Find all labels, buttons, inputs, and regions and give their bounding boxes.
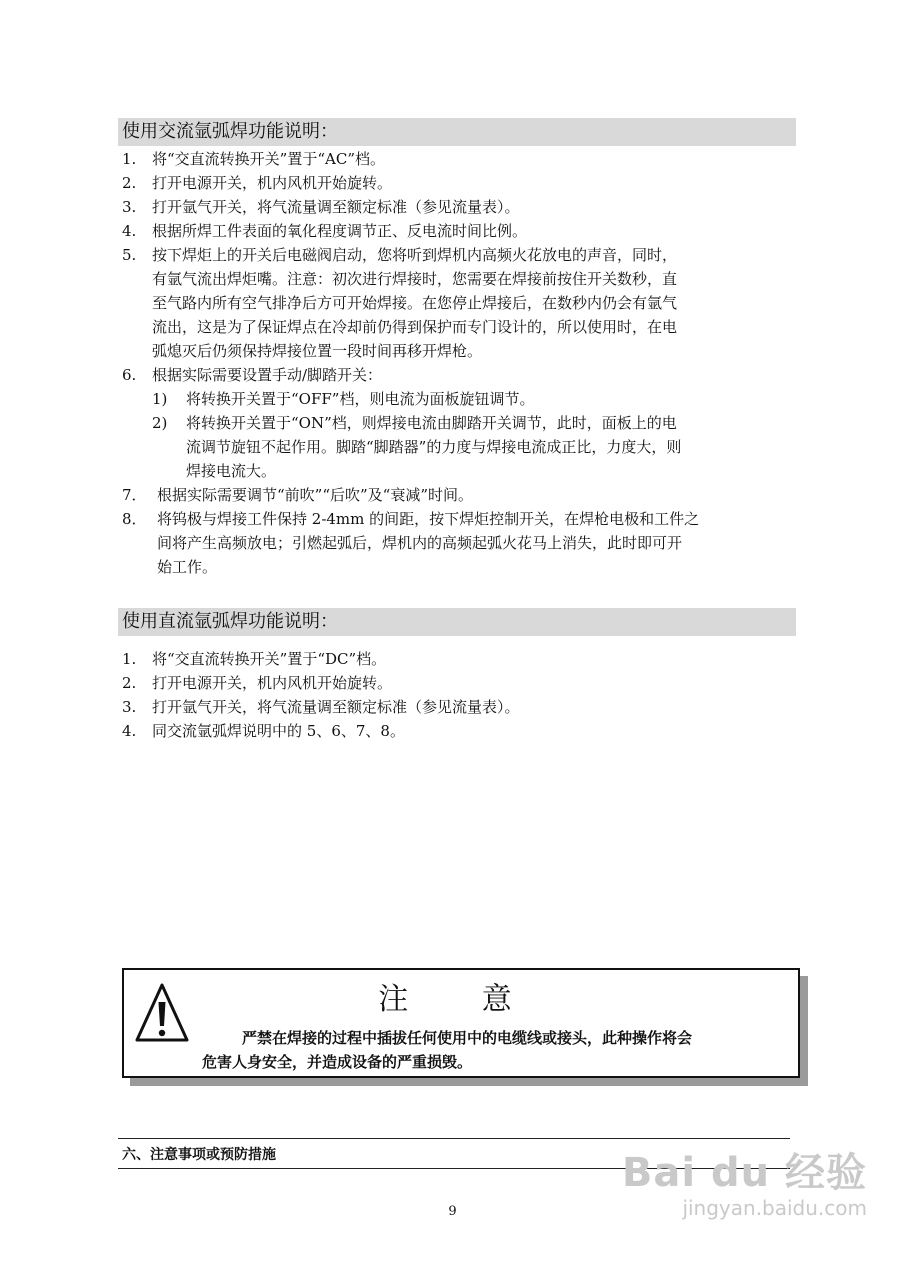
item-text: 打开电源开关，机内风机开始旋转。 <box>152 174 393 192</box>
item-number: 1. <box>122 150 137 168</box>
item-text: 根据实际需要调节“前吹”“后吹”及“衰减”时间。 <box>157 486 474 504</box>
item-text: 打开氩气开关，将气流量调至额定标准（参见流量表）。 <box>152 698 520 716</box>
chapter-title: 六、注意事项或预防措施 <box>122 1147 276 1163</box>
item-number: 1. <box>122 650 137 668</box>
item-text: 间将产生高频放电；引燃起弧后，焊机内的高频起弧火花马上消失，此时即可开 <box>157 534 683 552</box>
subitem-text: 焊接电流大。 <box>186 462 277 480</box>
item-text: 将“交直流转换开关”置于“AC”档。 <box>152 150 385 168</box>
item-number: 3. <box>122 198 137 216</box>
item-number: 8． <box>122 510 147 528</box>
baidu-jingyan-watermark <box>622 1150 867 1220</box>
ac-section-title: 使用交流氩弧焊功能说明： <box>118 118 796 146</box>
item-text: 有氩气流出焊炬嘴。注意：初次进行焊接时，您需要在焊接前按住开关数秒，直 <box>152 270 678 288</box>
item-number: 6. <box>122 366 137 384</box>
item-text: 将钨极与焊接工件保持 2-4mm 的间距，按下焊炬控制开关，在焊枪电极和工件之 <box>157 510 700 528</box>
item-number: 4. <box>122 722 137 740</box>
subitem-text: 将转换开关置于“OFF”档，则电流为面板旋钮调节。 <box>186 390 535 408</box>
warning-box <box>122 968 800 1078</box>
subitem-number: 1) <box>152 390 168 408</box>
item-text: 始工作。 <box>157 558 218 576</box>
warning-text-line-2: 危害人身安全，并造成设备的严重损毁。 <box>202 1053 473 1071</box>
item-text: 按下焊炬上的开关后电磁阀启动，您将听到焊机内高频火花放电的声音，同时， <box>152 246 678 264</box>
dc-section-title: 使用直流氩弧焊功能说明： <box>118 608 796 636</box>
page-number: 9 <box>448 1204 457 1219</box>
item-text: 根据所焊工件表面的氧化程度调节正、反电流时间比例。 <box>152 222 528 240</box>
item-number: 4. <box>122 222 137 240</box>
item-number: 2. <box>122 174 137 192</box>
item-text: 根据实际需要设置手动/脚踏开关： <box>152 366 383 384</box>
watermark-url: jingyan.baidu.com <box>682 1196 867 1220</box>
item-number: 7． <box>122 486 147 504</box>
subitem-text: 将转换开关置于“ON”档，则焊接电流由脚踏开关调节，此时，面板上的电 <box>186 414 677 432</box>
item-text: 流出，这是为了保证焊点在冷却前仍得到保护而专门设计的，所以使用时，在电 <box>152 318 678 336</box>
item-text: 打开氩气开关，将气流量调至额定标准（参见流量表）。 <box>152 198 520 216</box>
watermark-logo: Bai du 经验 <box>621 1150 867 1196</box>
item-number: 3. <box>122 698 137 716</box>
warning-title: 注 意 <box>378 982 544 1017</box>
item-text: 打开电源开关，机内风机开始旋转。 <box>152 674 393 692</box>
item-number: 2. <box>122 674 137 692</box>
warning-text-line-1: 严禁在焊接的过程中插拔任何使用中的电缆线或接头，此种操作将会 <box>242 1029 693 1047</box>
subitem-text: 流调节旋钮不起作用。脚踏“脚踏器”的力度与焊接电流成正比，力度大，则 <box>186 438 682 456</box>
item-text: 弧熄灭后仍须保持焊接位置一段时间再移开焊枪。 <box>152 342 483 360</box>
item-number: 5. <box>122 246 137 264</box>
divider-top <box>118 1138 790 1139</box>
subitem-number: 2) <box>152 414 168 432</box>
item-text: 将“交直流转换开关”置于“DC”档。 <box>152 650 387 668</box>
item-text: 至气路内所有空气排净后方可开始焊接。在您停止焊接后，在数秒内仍会有氩气 <box>152 294 678 312</box>
item-text: 同交流氩弧焊说明中的 5、6、7、8。 <box>152 722 405 740</box>
